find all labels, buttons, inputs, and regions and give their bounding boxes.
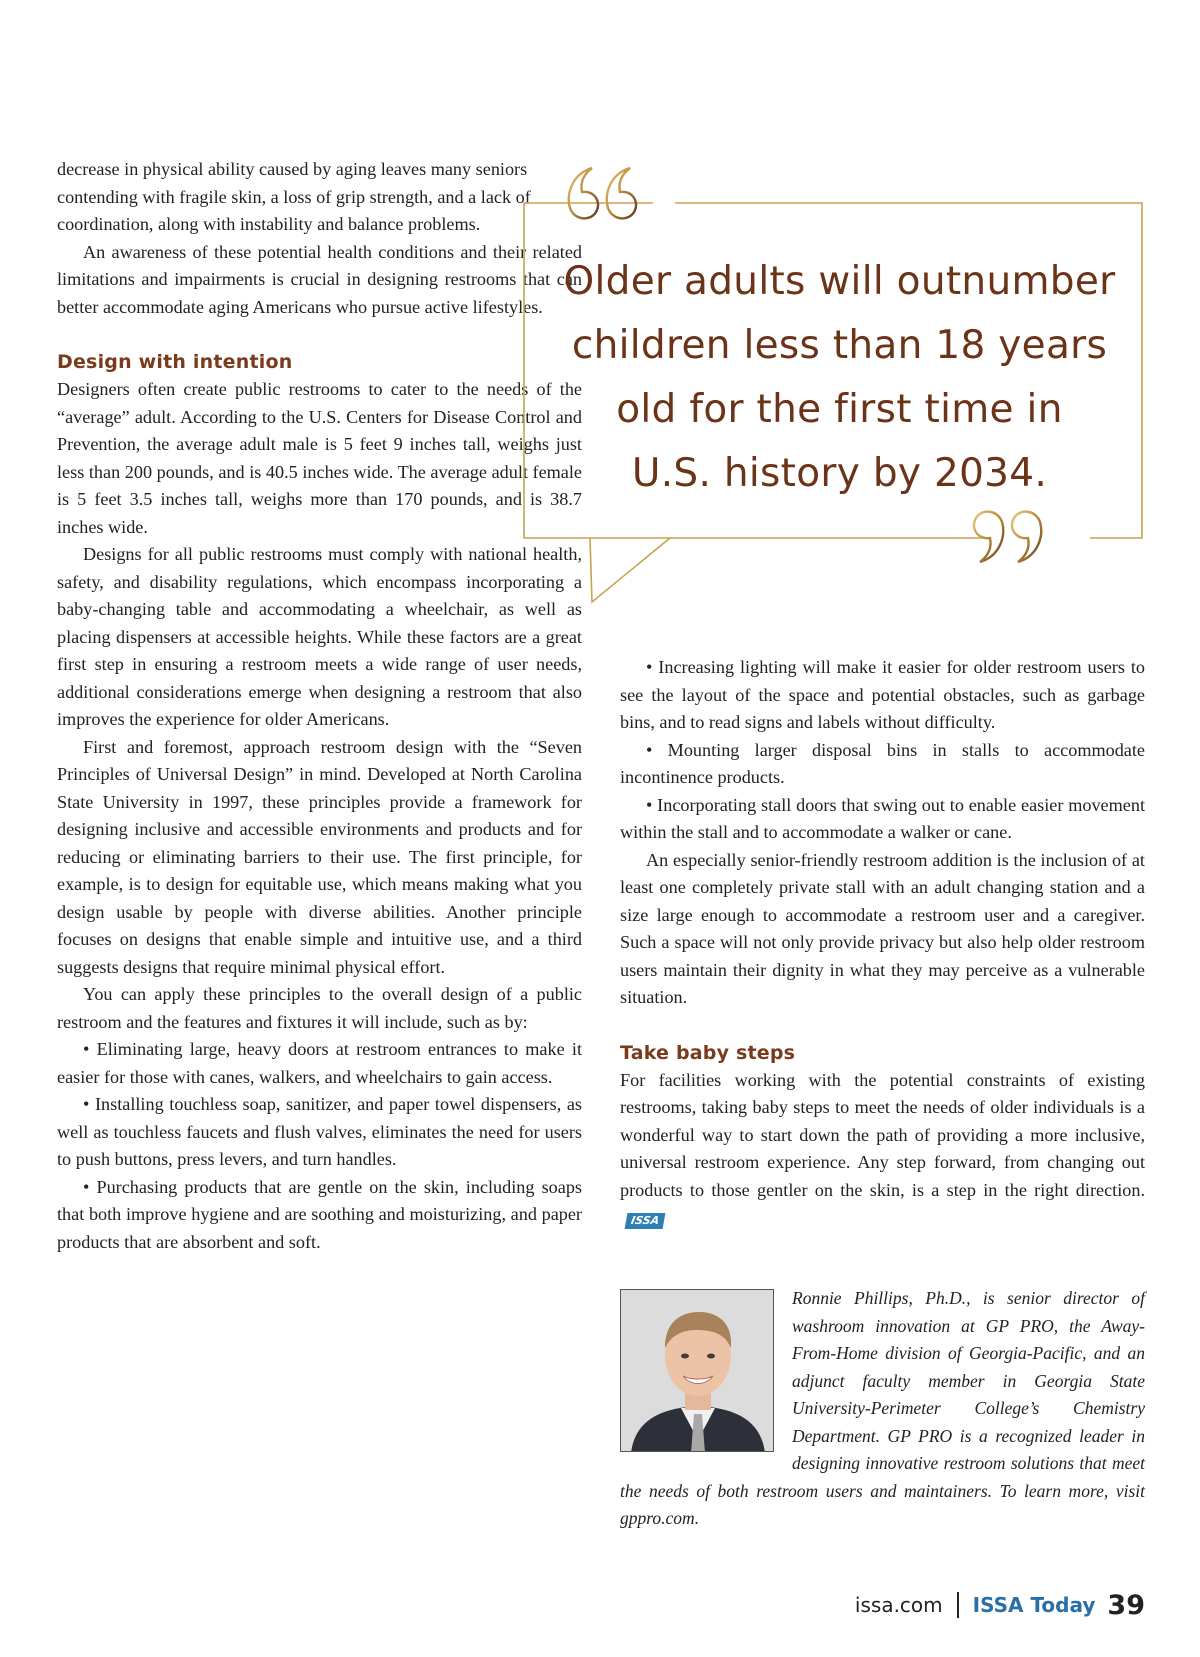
left-column [57, 156, 582, 1256]
closing-paragraph-text: For facilities working with the potential constraints of existing restrooms, taking baby steps to meet the needs of older individuals is a wonderful way to start down the path of providing a more inclusive, universal restroom experience. Any step forward, from changing out products to those gentler on the skin, is a step in the right direction. [620, 1069, 1145, 1200]
body-paragraph: You can apply these principles to the overall design of a public restroom and the features and fixtures it will include, such as by: [57, 984, 582, 1032]
right-column [620, 654, 1145, 1232]
page-number: 39 [1107, 1589, 1145, 1621]
pull-quote-line: old for the first time in [616, 387, 1063, 432]
footer-separator [957, 1592, 959, 1618]
open-quote-icon [569, 168, 636, 218]
bullet-item: • Installing touchless soap, sanitizer, and paper towel dispensers, as well as touchless faucets and flush valves, eliminates the need for users to push buttons, press levers, and turn handles. [57, 1094, 582, 1169]
close-quote-icon [974, 512, 1041, 562]
body-paragraph: An awareness of these potential health conditions and their related limitations and impairments is crucial in designing restrooms that can better accommodate aging Americans who pursue active lifestyles. [57, 241, 582, 317]
bullet-item: • Mounting larger disposal bins in stalls to accommodate incontinence products. [620, 739, 1145, 787]
body-paragraph: First and foremost, approach restroom design with the “Seven Principles of Universal Design” in mind. Developed at North Carolina State University in 1997, these principles provide a framework for designing inclusive and accessible environments and products and for reducing or eliminating barriers to their use. The first principle, for example, is to design for equitable use, which means making what you design usable by people with diverse abilities. Another principle focuses on designs that enable simple and intuitive use, and a third suggests designs that require minimal physical effort. [57, 736, 582, 977]
body-paragraph: Designers often create public restrooms to cater to the needs of the “average” adult. According to the U.S. Centers for Disease Control and Prevention, the average adult male is 5 feet 9 inches tall, weighs just less than 200 pounds, and is 40.5 inches wide. The average adult female is 5 feet 3.5 inches tall, weighs more than 170 pounds, and is 38.7 inches wide. [57, 379, 582, 537]
bio-text: Ronnie Phillips, Ph.D., is senior director of washroom innovation at GP PRO, the Away-From-Home division of Georgia-Pacific, and an adjunct faculty member in Georgia State University-Perimeter College’s Chemistry Department. GP PRO is a recognized leader in designing innovative restroom solutions that meet the needs of both restroom users and maintainers. To learn more, visit gppro.com. [620, 1288, 1145, 1528]
pull-quote [520, 150, 1160, 620]
body-paragraph: decrease in physical ability caused by aging leaves many seniors contending with fragile skin, a loss of grip strength, and a lack of coordination, along with instability and balance problems. [57, 159, 531, 234]
bullet-item: • Purchasing products that are gentle on the skin, including soaps that both improve hygiene and are soothing and moisturizing, and paper products that are absorbent and soft. [57, 1176, 582, 1252]
section-heading-design-with-intention: Design with intention [57, 351, 293, 373]
author-photo [620, 1289, 774, 1452]
author-portrait-image [621, 1290, 774, 1452]
bullet-item: • Eliminating large, heavy doors at restroom entrances to make it easier for those with canes, walkers, and wheelchairs to gain access. [57, 1039, 582, 1087]
body-paragraph: Designs for all public restrooms must comply with national health, safety, and disability regulations, which encompass incorporating a baby-changing table and accommodating a wheelchair, as well as placing dispensers at accessible heights. While these factors are a great first step in ensuring a restroom meets a wide range of user needs, additional considerations emerge when designing a restroom that also improves the experience for older Americans. [57, 544, 582, 729]
body-paragraph: An especially senior-friendly restroom addition is the inclusion of at least one completely private stall with an adult changing station and a size large enough to accommodate a restroom user and a caregiver. Such a space will not only provide privacy but also help older restroom users maintain their dignity in what they may perceive as a vulnerable situation. [620, 849, 1145, 1007]
body-paragraph [620, 1067, 1145, 1232]
bullet-item: • Incorporating stall doors that swing out to enable easier movement within the stall and to accommodate a walker or cane. [620, 794, 1145, 842]
pull-quote-text [542, 250, 1137, 506]
page-footer [855, 1585, 1145, 1625]
pull-quote-line: Older adults will outnumber [563, 259, 1116, 304]
footer-website: issa.com [854, 1593, 943, 1617]
footer-magazine-name: ISSA Today [972, 1593, 1096, 1617]
issa-end-logo: ISSA [625, 1213, 666, 1229]
pull-quote-line: children less than 18 years [571, 323, 1108, 368]
pull-quote-line: U.S. history by 2034. [631, 451, 1048, 496]
author-bio [620, 1285, 1145, 1533]
section-heading-take-baby-steps: Take baby steps [620, 1041, 796, 1064]
bullet-item: • Increasing lighting will make it easier for older restroom users to see the layout of the space and potential obstacles, such as garbage bins, and to read signs and labels without difficulty. [620, 657, 1145, 732]
